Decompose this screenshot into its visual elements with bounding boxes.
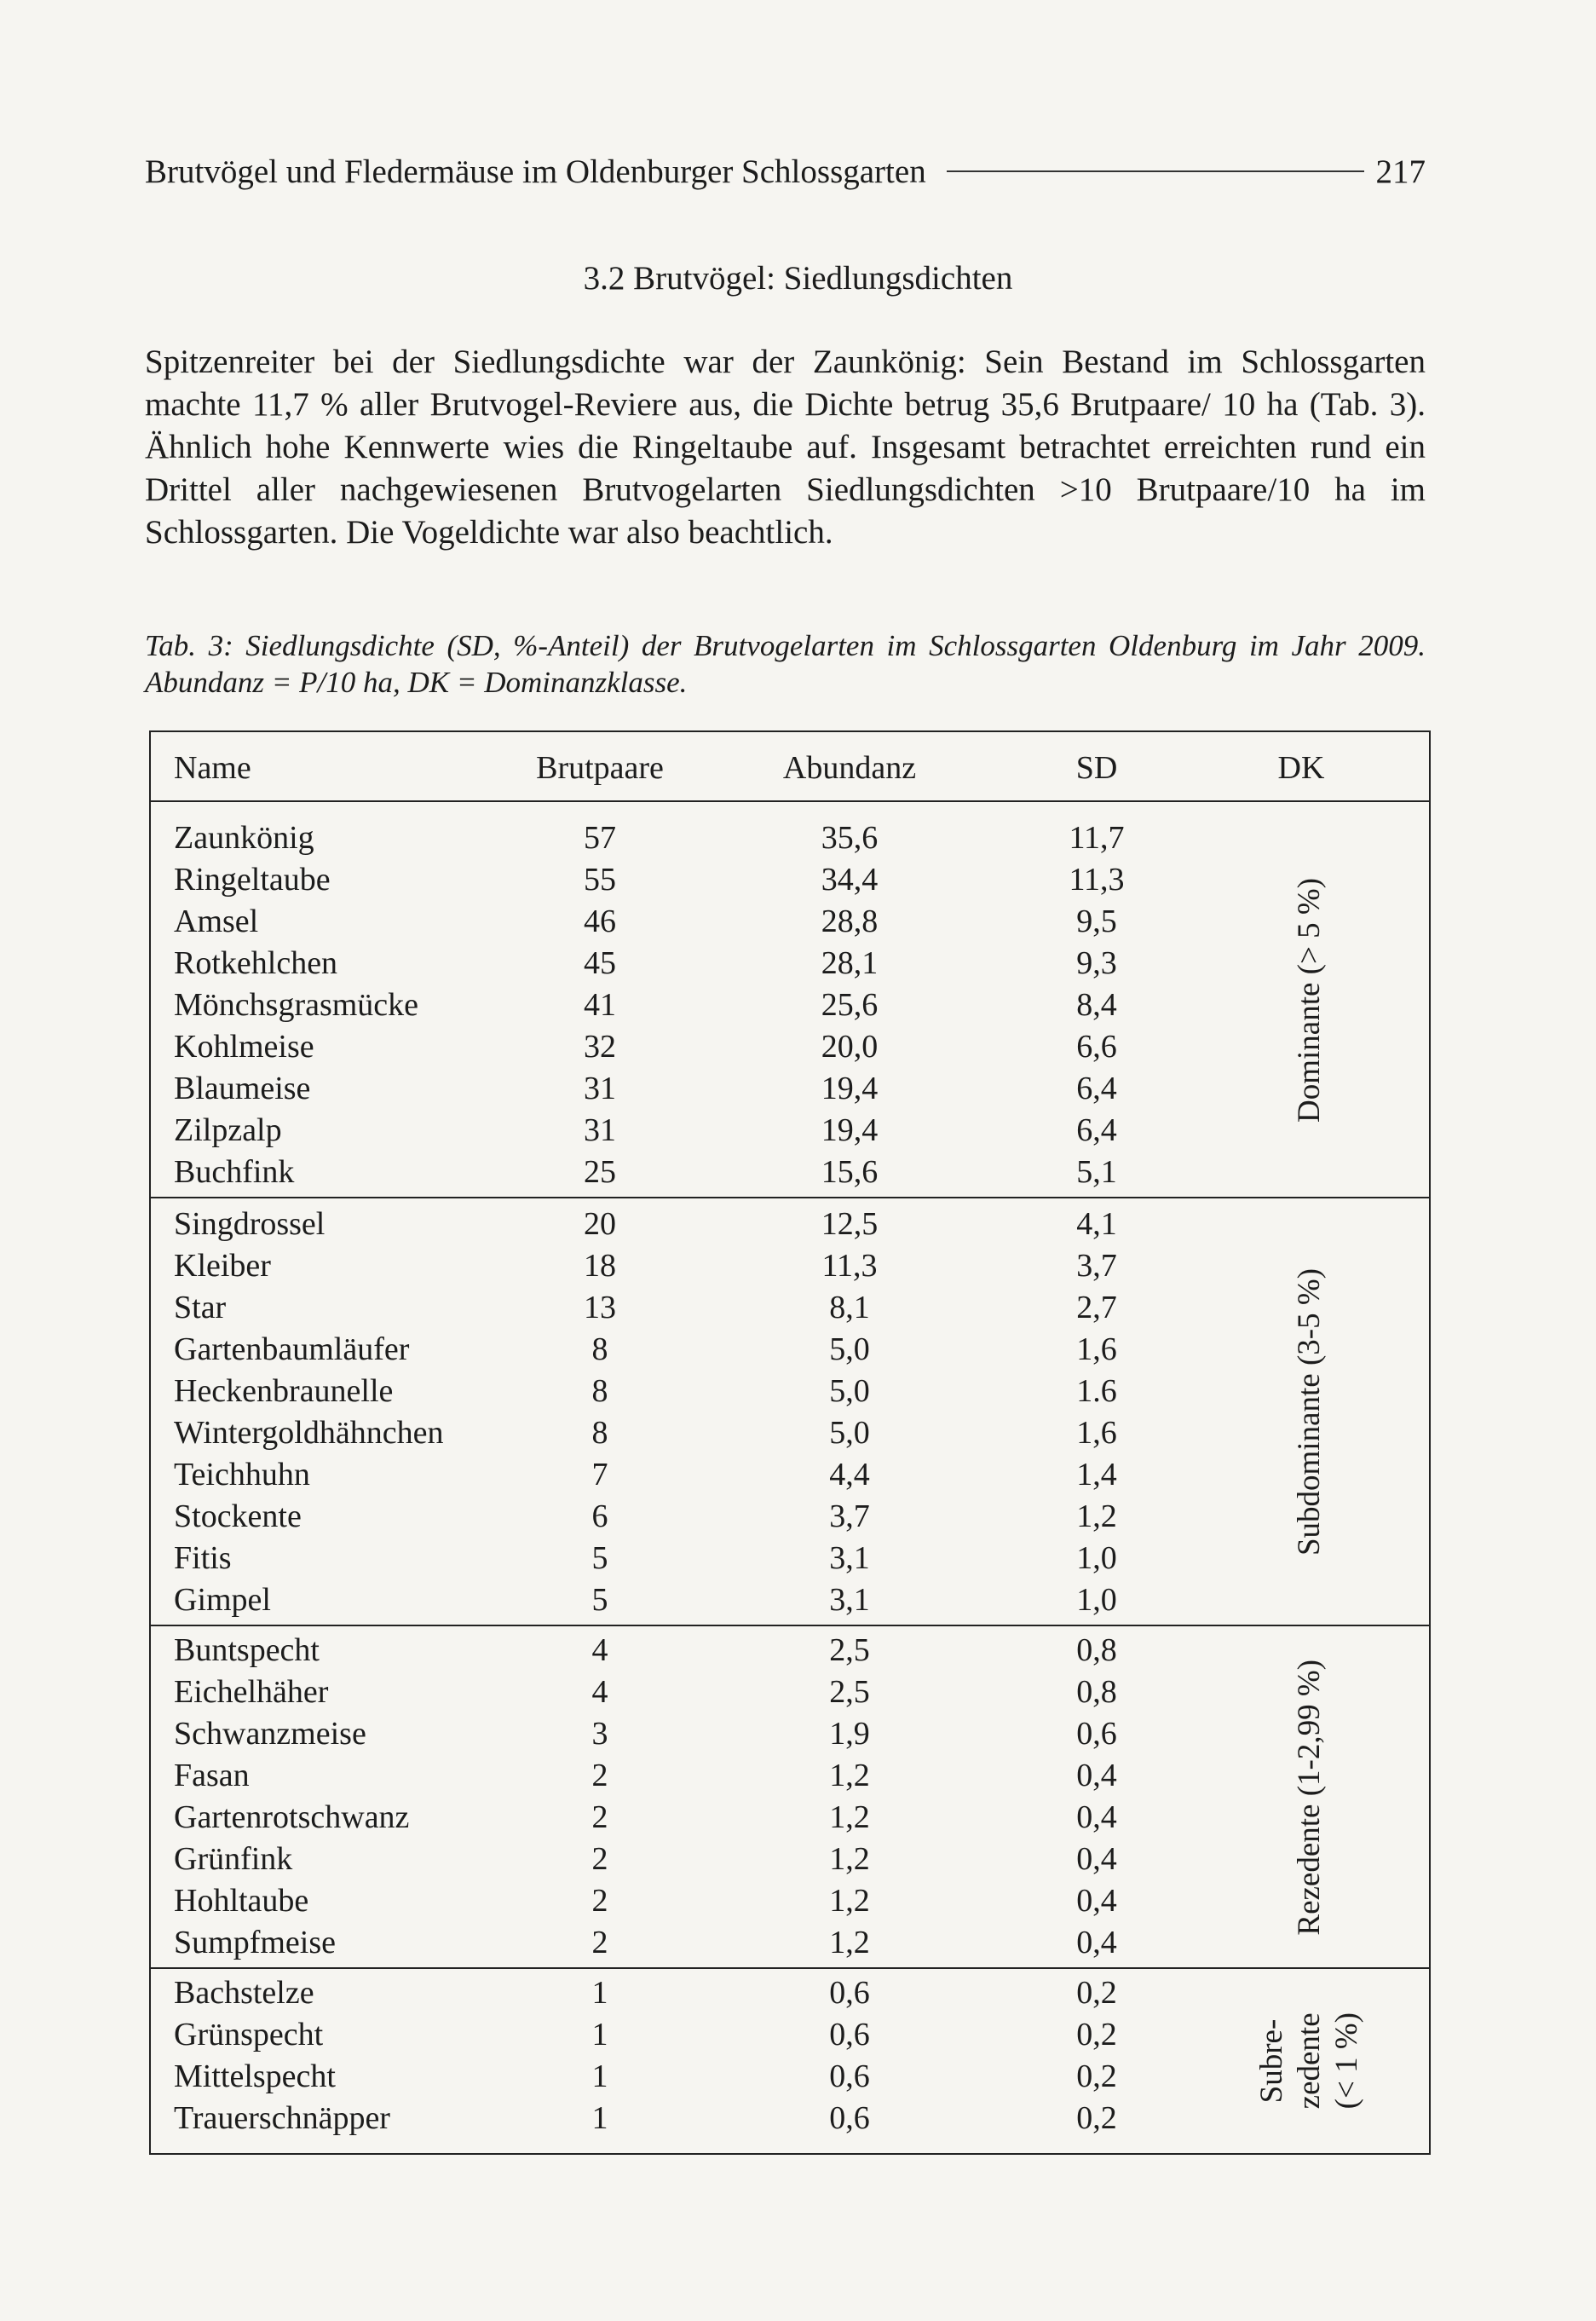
abundanz-value: 20,0 bbox=[821, 1029, 879, 1065]
species-name: Zaunkönig bbox=[174, 820, 314, 856]
sd-value: 9,5 bbox=[1076, 904, 1117, 939]
abundanz-value: 0,6 bbox=[829, 1975, 870, 2011]
brutpaare-value: 57 bbox=[584, 820, 616, 856]
dk-cell bbox=[1224, 1198, 1395, 1626]
sd-value: 1,6 bbox=[1076, 1415, 1117, 1451]
header-rule bbox=[947, 170, 1364, 172]
brutpaare-value: 4 bbox=[591, 1632, 608, 1668]
sd-value: 0,8 bbox=[1076, 1632, 1117, 1668]
sd-value: 5,1 bbox=[1076, 1154, 1117, 1190]
brutpaare-value: 1 bbox=[591, 1975, 608, 2011]
body-paragraph: Spitzenreiter bei der Siedlungsdichte war der Zaunkönig: Sein Bestand im Schlossgarten machte 11,7 % aller Brutvogel-Reviere aus, die Dichte betrug 35,6 Brutpaare/ 10 ha (Tab. 3). Ähnlich hohe Kennwerte wies die Ringeltaube auf. Insgesamt betrachtet erreichten rund ein Drittel aller nachgewiesenen Brutvogelarten Siedlungsdichten >10 Brutpaare/10 ha im Schlossgarten. Die Vogeldichte war also beachtlich. bbox=[145, 344, 1426, 551]
abundanz-value: 8,1 bbox=[829, 1290, 870, 1325]
sd-value: 0,4 bbox=[1076, 1883, 1117, 1919]
abundanz-value: 0,6 bbox=[829, 2100, 870, 2136]
sd-value: 0,4 bbox=[1076, 1758, 1117, 1793]
sd-value: 0,2 bbox=[1076, 1975, 1117, 2011]
species-name: Buntspecht bbox=[174, 1632, 320, 1668]
species-name: Buchfink bbox=[174, 1154, 295, 1190]
dominance-group bbox=[151, 1197, 1429, 1625]
abundanz-value: 19,4 bbox=[821, 1071, 879, 1106]
sd-value: 8,4 bbox=[1076, 987, 1117, 1023]
species-name: Wintergoldhähnchen bbox=[174, 1415, 444, 1451]
species-name: Star bbox=[174, 1290, 227, 1325]
running-header bbox=[145, 150, 1426, 193]
species-name: Kleiber bbox=[174, 1248, 271, 1284]
brutpaare-value: 8 bbox=[591, 1373, 608, 1409]
brutpaare-value: 31 bbox=[584, 1112, 616, 1148]
brutpaare-value: 41 bbox=[584, 987, 616, 1023]
sd-value: 6,4 bbox=[1076, 1071, 1117, 1106]
dominance-class-label-line: Subre- bbox=[1254, 2018, 1289, 2104]
sd-value: 0,4 bbox=[1076, 1925, 1117, 1960]
species-name: Gartenbaumläufer bbox=[174, 1331, 410, 1367]
abundanz-value: 1,2 bbox=[829, 1925, 870, 1960]
brutpaare-value: 8 bbox=[591, 1331, 608, 1367]
sd-value: 11,3 bbox=[1069, 862, 1125, 898]
brutpaare-value: 1 bbox=[591, 2017, 608, 2053]
sd-value: 1,6 bbox=[1076, 1331, 1117, 1367]
header-name: Name bbox=[174, 750, 251, 786]
abundanz-value: 5,0 bbox=[829, 1331, 870, 1367]
sd-value: 6,6 bbox=[1076, 1029, 1117, 1065]
sd-value: 11,7 bbox=[1069, 820, 1125, 856]
dk-cell bbox=[1224, 1626, 1395, 1969]
species-name: Sumpfmeise bbox=[174, 1925, 336, 1960]
brutpaare-value: 45 bbox=[584, 945, 616, 981]
brutpaare-value: 55 bbox=[584, 862, 616, 898]
brutpaare-value: 46 bbox=[584, 904, 616, 939]
species-name: Mönchsgrasmücke bbox=[174, 987, 419, 1023]
abundanz-value: 0,6 bbox=[829, 2058, 870, 2094]
section-title: 3.2 Brutvögel: Siedlungsdichten bbox=[583, 260, 1013, 297]
table-caption: Tab. 3: Siedlungsdichte (SD, %-Anteil) der Brutvogelarten im Schlossgarten Oldenburg im Jahr 2009. Abundanz = P/10 ha, DK = Dominanzklasse. bbox=[145, 629, 1426, 699]
page-number: 217 bbox=[1375, 153, 1426, 190]
brutpaare-value: 3 bbox=[591, 1716, 608, 1752]
species-name: Amsel bbox=[174, 904, 259, 939]
species-name: Fitis bbox=[174, 1540, 232, 1576]
sd-value: 1,2 bbox=[1076, 1498, 1117, 1534]
abundanz-value: 1,2 bbox=[829, 1841, 870, 1877]
header-abundanz: Abundanz bbox=[782, 750, 917, 786]
abundanz-value: 1,2 bbox=[829, 1799, 870, 1835]
sd-value: 0,8 bbox=[1076, 1674, 1117, 1710]
brutpaare-value: 2 bbox=[591, 1883, 608, 1919]
abundanz-value: 15,6 bbox=[821, 1154, 879, 1190]
brutpaare-value: 5 bbox=[591, 1540, 608, 1576]
brutpaare-value: 20 bbox=[584, 1206, 616, 1242]
species-name: Grünfink bbox=[174, 1841, 293, 1877]
dk-cell bbox=[1224, 802, 1395, 1198]
brutpaare-value: 7 bbox=[591, 1457, 608, 1492]
dominance-class-label: Rezedente (1-2,99 %) bbox=[1292, 1660, 1327, 1936]
species-name: Blaumeise bbox=[174, 1071, 311, 1106]
abundanz-value: 3,1 bbox=[829, 1540, 870, 1576]
abundanz-value: 34,4 bbox=[821, 862, 879, 898]
species-name: Eichelhäher bbox=[174, 1674, 329, 1710]
species-name: Ringeltaube bbox=[174, 862, 331, 898]
sd-value: 1.6 bbox=[1076, 1373, 1117, 1409]
sd-value: 1,0 bbox=[1076, 1582, 1117, 1618]
abundanz-value: 5,0 bbox=[829, 1415, 870, 1451]
abundanz-value: 3,1 bbox=[829, 1582, 870, 1618]
dk-cell bbox=[1224, 1969, 1395, 2153]
species-name: Fasan bbox=[174, 1758, 250, 1793]
abundanz-value: 11,3 bbox=[821, 1248, 878, 1284]
abundanz-value: 2,5 bbox=[829, 1632, 870, 1668]
abundanz-value: 1,2 bbox=[829, 1758, 870, 1793]
density-table bbox=[149, 730, 1431, 2155]
brutpaare-value: 32 bbox=[584, 1029, 616, 1065]
brutpaare-value: 1 bbox=[591, 2100, 608, 2136]
brutpaare-value: 6 bbox=[591, 1498, 608, 1534]
species-name: Mittelspecht bbox=[174, 2058, 336, 2094]
species-name: Rotkehlchen bbox=[174, 945, 338, 981]
abundanz-value: 3,7 bbox=[829, 1498, 870, 1534]
abundanz-value: 35,6 bbox=[821, 820, 879, 856]
abundanz-value: 19,4 bbox=[821, 1112, 879, 1148]
dominance-group bbox=[151, 1967, 1429, 2151]
species-name: Teichhuhn bbox=[174, 1457, 310, 1492]
brutpaare-value: 4 bbox=[591, 1674, 608, 1710]
sd-value: 0,2 bbox=[1076, 2058, 1117, 2094]
sd-value: 3,7 bbox=[1076, 1248, 1117, 1284]
species-name: Heckenbraunelle bbox=[174, 1373, 394, 1409]
species-name: Schwanzmeise bbox=[174, 1716, 366, 1752]
dominance-class-label-line: zedente bbox=[1292, 2012, 1327, 2110]
species-name: Trauerschnäpper bbox=[174, 2100, 390, 2136]
sd-value: 1,0 bbox=[1076, 1540, 1117, 1576]
species-name: Gartenrotschwanz bbox=[174, 1799, 410, 1835]
abundanz-value: 0,6 bbox=[829, 2017, 870, 2053]
brutpaare-value: 18 bbox=[584, 1248, 616, 1284]
species-name: Stockente bbox=[174, 1498, 302, 1534]
table-header bbox=[151, 732, 1429, 802]
brutpaare-value: 2 bbox=[591, 1841, 608, 1877]
brutpaare-value: 1 bbox=[591, 2058, 608, 2094]
brutpaare-value: 25 bbox=[584, 1154, 616, 1190]
sd-value: 9,3 bbox=[1076, 945, 1117, 981]
abundanz-value: 5,0 bbox=[829, 1373, 870, 1409]
brutpaare-value: 5 bbox=[591, 1582, 608, 1618]
dominance-group bbox=[151, 802, 1429, 1198]
abundanz-value: 28,8 bbox=[821, 904, 879, 939]
sd-value: 0,6 bbox=[1076, 1716, 1117, 1752]
species-name: Gimpel bbox=[174, 1582, 271, 1618]
species-name: Singdrossel bbox=[174, 1206, 326, 1242]
brutpaare-value: 2 bbox=[591, 1925, 608, 1960]
abundanz-value: 1,9 bbox=[829, 1716, 870, 1752]
species-name: Zilpzalp bbox=[174, 1112, 282, 1148]
species-name: Hohltaube bbox=[174, 1883, 309, 1919]
sd-value: 0,2 bbox=[1076, 2100, 1117, 2136]
abundanz-value: 2,5 bbox=[829, 1674, 870, 1710]
abundanz-value: 12,5 bbox=[821, 1206, 879, 1242]
brutpaare-value: 31 bbox=[584, 1071, 616, 1106]
dominance-class-label: Subdominante (3-5 %) bbox=[1292, 1268, 1327, 1556]
sd-value: 1,4 bbox=[1076, 1457, 1117, 1492]
species-name: Kohlmeise bbox=[174, 1029, 314, 1065]
abundanz-value: 1,2 bbox=[829, 1883, 870, 1919]
sd-value: 6,4 bbox=[1076, 1112, 1117, 1148]
species-name: Bachstelze bbox=[174, 1975, 314, 2011]
brutpaare-value: 13 bbox=[584, 1290, 616, 1325]
sd-value: 0,4 bbox=[1076, 1799, 1117, 1835]
sd-value: 0,2 bbox=[1076, 2017, 1117, 2053]
dominance-class-label bbox=[1253, 2012, 1366, 2109]
sd-value: 0,4 bbox=[1076, 1841, 1117, 1877]
running-header-title: Brutvögel und Fledermäuse im Oldenburger Schlossgarten bbox=[145, 153, 926, 190]
dominance-group bbox=[151, 1625, 1429, 1967]
header-sd: SD bbox=[1075, 750, 1118, 786]
brutpaare-value: 8 bbox=[591, 1415, 608, 1451]
abundanz-value: 28,1 bbox=[821, 945, 879, 981]
abundanz-value: 4,4 bbox=[829, 1457, 870, 1492]
brutpaare-value: 2 bbox=[591, 1758, 608, 1793]
header-brutpaare: Brutpaare bbox=[536, 750, 664, 786]
brutpaare-value: 2 bbox=[591, 1799, 608, 1835]
abundanz-value: 25,6 bbox=[821, 987, 879, 1023]
header-dk: DK bbox=[1277, 750, 1325, 786]
sd-value: 2,7 bbox=[1076, 1290, 1117, 1325]
dominance-class-label: Dominante (> 5 %) bbox=[1292, 878, 1327, 1123]
dominance-class-label-line: (< 1 %) bbox=[1329, 2012, 1364, 2110]
sd-value: 4,1 bbox=[1076, 1206, 1117, 1242]
species-name: Grünspecht bbox=[174, 2017, 324, 2053]
